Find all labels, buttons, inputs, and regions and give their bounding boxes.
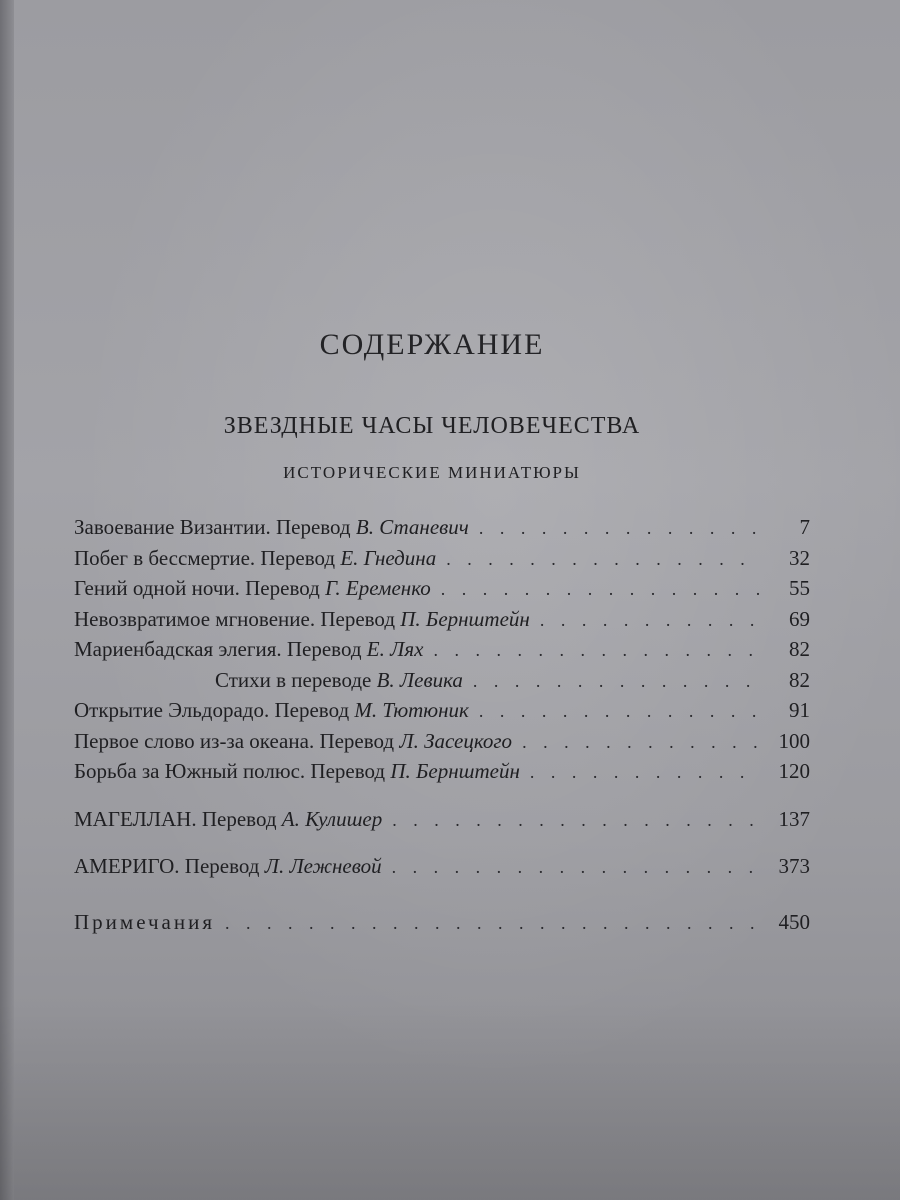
entry-translator: П. Бернштейн [400,606,530,631]
dot-leader [441,574,760,604]
entry-page-number: 69 [789,606,810,631]
toc-entry [74,756,810,787]
entry-translator: Л. Лежневой [264,854,382,878]
toc-entry [74,726,810,757]
dot-leader [392,852,760,882]
entry-translator: Е. Гнедина [340,545,437,570]
entry-page-number: 100 [778,728,810,753]
entry-page-number: 373 [778,854,810,878]
entry-prefix: Перевод [320,606,396,631]
entry-translator: А. Кулишер [281,806,383,831]
entry-title: Гений одной ночи. [74,576,240,600]
dot-leader [479,513,760,543]
entry-prefix: Перевод [275,515,351,539]
toc-entry [74,512,810,543]
toc-work-entry [74,851,810,882]
entry-page-number: 120 [778,759,810,783]
entry-translator: М. Тютюник [354,698,469,722]
entry-prefix: Перевод [310,759,386,783]
toc-entry [74,695,810,726]
toc-entry [74,543,810,574]
entry-translator: В. Левика [376,667,463,692]
entry-page-number: 55 [789,576,810,600]
toc-work-entry [74,804,810,835]
entry-translator: Л. Засецкого [399,728,513,753]
toc-entry [74,634,810,665]
entry-prefix: Перевод [245,576,320,600]
entry-prefix: Перевод [286,637,362,661]
entry-title: Невозвратимое мгновение. [74,606,316,631]
entry-title: Побег в бессмертие. [74,545,256,570]
toc-entry-sub [74,665,810,696]
entry-title: Стихи в переводе [215,667,372,692]
dot-leader [225,908,760,938]
entry-prefix: Перевод [319,728,395,753]
entry-prefix: Перевод [184,854,260,878]
dot-leader [433,635,760,665]
entry-prefix: Перевод [260,545,336,570]
entry-page-number: 32 [789,545,810,570]
entry-translator: Е. Лях [366,637,424,661]
section-title: ЗВЕЗДНЫЕ ЧАСЫ ЧЕЛОВЕЧЕСТВА [223,413,641,439]
dot-leader [392,805,760,835]
entry-page-number: 91 [789,698,810,722]
notes-title: Примечания [74,909,216,934]
entry-page-number: 137 [778,806,810,831]
dot-leader [530,757,760,787]
entry-title: Открытие Эльдорадо. [74,698,270,722]
dot-leader [479,696,760,726]
entry-page-number: 82 [789,637,810,661]
table-of-contents [74,512,810,937]
entry-title: Завоевание Византии. [74,515,271,539]
dot-leader [540,605,760,635]
entry-title: Мариенбадская элегия. [74,637,282,661]
dot-leader [522,727,760,757]
entry-title: Борьба за Южный полюс. [74,759,306,783]
entry-page-number: 7 [799,515,810,539]
dot-leader [446,544,760,574]
entry-translator: П. Бернштейн [390,759,520,783]
entry-page-number: 82 [789,667,810,692]
entry-translator: Г. Еременко [325,576,431,600]
entry-title: Первое слово из-за океана. [74,728,315,753]
entry-prefix: Перевод [201,806,277,831]
notes-page-number: 450 [778,909,810,934]
entry-prefix: Перевод [274,698,350,722]
contents-heading: СОДЕРЖАНИЕ [319,328,545,361]
entry-translator: В. Станевич [355,515,469,539]
page-bottom-shadow [0,1000,900,1200]
work-title: АМЕРИГО. [74,854,180,878]
toc-entry [74,573,810,604]
work-title: МАГЕЛЛАН. [74,806,197,831]
dot-leader [473,666,760,696]
section-subtitle: ИСТОРИЧЕСКИЕ МИНИАТЮРЫ [283,463,581,482]
toc-notes-entry [74,907,810,938]
toc-entry [74,604,810,635]
